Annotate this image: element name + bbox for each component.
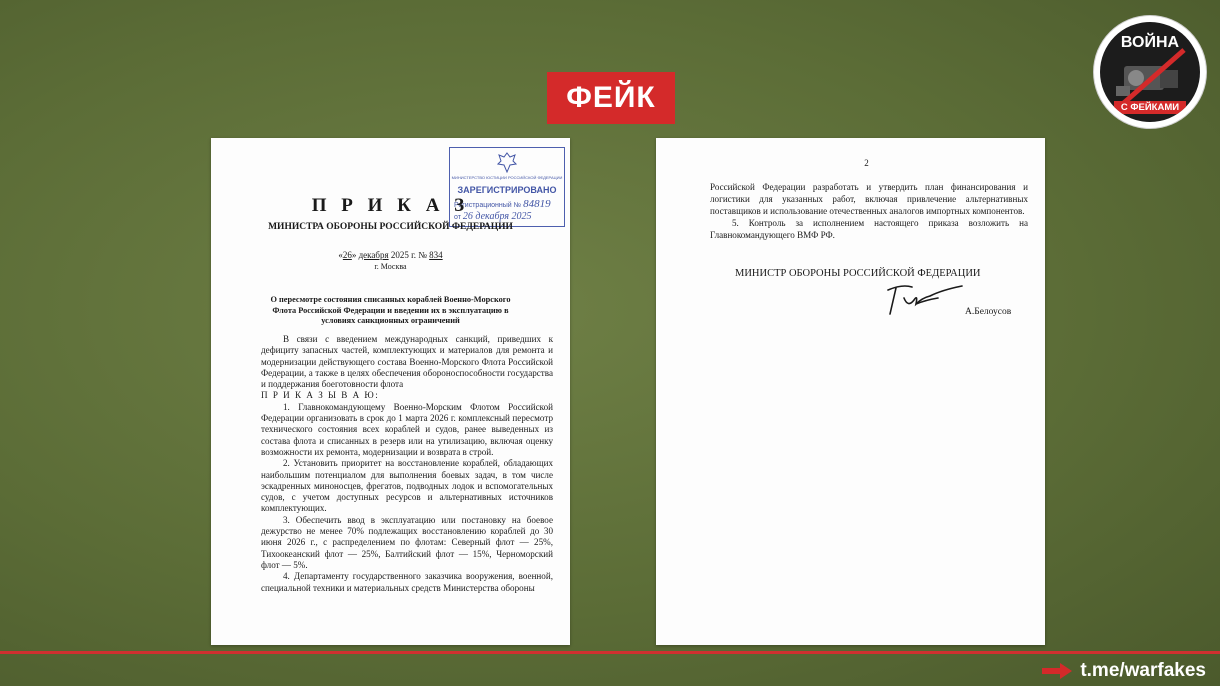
war-on-fakes-logo	[1094, 16, 1206, 128]
document-city: г. Москва	[374, 262, 407, 271]
telegram-link[interactable]	[1042, 660, 1206, 682]
stamp-date-label: от	[454, 214, 461, 221]
logo-bottom-text: С ФЕЙКАМИ	[1114, 101, 1186, 114]
stamp-status: ЗАРЕГИСТРИРОВАНО	[457, 185, 557, 195]
paragraph-item-3: 3. Обеспечить ввод в эксплуатацию или постановку на боевое дежурство не менее 70% подлежащих восстановлению кораблей до 30 июня 2026 г., с распределением по флотам: Северный флот — 25%, Тихоокеанский флот — 25%, Балтийский флот — 15%, Черноморский флот — 5%.	[261, 514, 553, 570]
eagle-emblem-icon	[497, 151, 517, 173]
document-page-2	[656, 138, 1045, 645]
stamp-ministry: МИНИСТЕРСТВО ЮСТИЦИИ РОССИЙСКОЙ ФЕДЕРАЦИИ	[451, 175, 563, 180]
document-heading: О пересмотре состояния списанных кораблей Военно-Морского Флота Российской Федерации и введении их в эксплуатацию в условиях санкционных ограничений	[270, 295, 511, 325]
date-mid: »	[351, 250, 359, 260]
date-rest: 2025 г. №	[388, 250, 430, 260]
document-subtitle: МИНИСТРА ОБОРОНЫ РОССИЙСКОЙ ФЕДЕРАЦИИ	[268, 222, 513, 232]
footer-divider	[0, 651, 1220, 654]
stamp-date-value: 26 декабря 2025	[462, 211, 532, 222]
fake-badge: ФЕЙК	[547, 72, 675, 124]
handwritten-signature	[882, 278, 964, 318]
stamp-reg-label: Регистрационный №	[454, 202, 522, 209]
page-number: 2	[864, 158, 869, 168]
paragraph-item-1: 1. Главнокомандующему Военно-Морским Флотом Российской Федерации организовать в срок до 1 марта 2026 г. комплексный пересмотр технического состояния всех кораблей и судов, ранее выведенных из состава флота и списанных в резерв или на утилизацию, включая оценку возможности их ремонта, модернизации и возврата в строй.	[261, 401, 553, 457]
date-open: «	[338, 250, 343, 260]
telegram-link-text[interactable]: t.me/warfakes	[1080, 660, 1206, 681]
paragraph-preamble: В связи с введением международных санкций, приведших к дефициту запасных частей, комплектующих и материалов для ремонта и модернизации действующего состава Военно-Морского Флота Российской Федерации, а также в целях обеспечения обороноспособности государства и поддержания боеготовности флота	[261, 334, 553, 390]
logo-emblem	[1100, 22, 1200, 122]
signatory-title: МИНИСТР ОБОРОНЫ РОССИЙСКОЙ ФЕДЕРАЦИИ	[735, 268, 981, 279]
paragraph-item-5: 5. Контроль за исполнением настоящего приказа возложить на Главнокомандующего ВМФ РФ.	[710, 218, 1028, 240]
date-day: 26	[342, 250, 352, 260]
document-body-continued	[710, 181, 1028, 241]
signatory-name: А.Белоусов	[965, 307, 1012, 317]
paragraph-continuation: Российской Федерации разработать и утвердить план финансирования и логистики для указанных работ, включая привлечение альтернативных поставщиков и использование отечественных аналогов импортных компонентов.	[710, 182, 1028, 216]
paragraph-order: П Р И К А З Ы В А Ю:	[261, 390, 380, 401]
document-page-1	[211, 138, 570, 645]
document-date	[211, 250, 570, 260]
order-number: 834	[429, 250, 443, 260]
paragraph-item-4: 4. Департаменту государственного заказчика вооружения, военной, специальной техники и материальных средств Министерства обороны	[261, 571, 553, 593]
logo-top-text: ВОЙНА	[1120, 34, 1180, 51]
document-body	[261, 334, 553, 594]
paragraph-item-2: 2. Установить приоритет на восстановление кораблей, обладающих наибольшим потенциалом для выполнения боевых задач, в том числе эскадренных миноносцев, фрегатов, подводных лодок и вспомогательных судов, с учетом доступных ресурсов и альтернативных источников комплектующих.	[261, 458, 553, 514]
stamp-reg-number: 84819	[523, 198, 551, 210]
document-title: П Р И К А З	[311, 195, 470, 216]
date-month: декабря	[358, 250, 389, 260]
arrow-right-icon	[1042, 663, 1072, 679]
